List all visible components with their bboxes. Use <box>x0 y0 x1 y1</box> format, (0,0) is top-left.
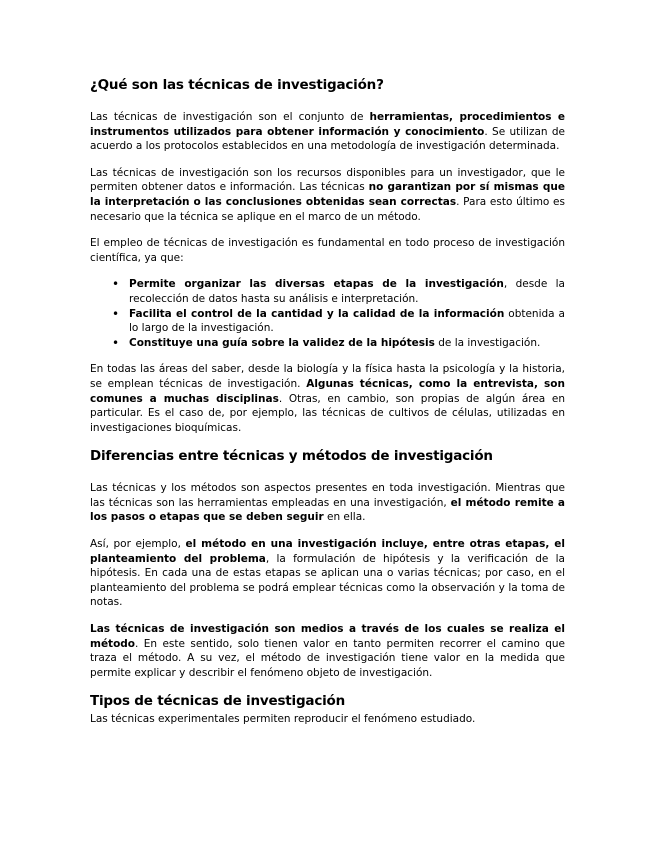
paragraph-experimentales: Las técnicas experimentales permiten reproducir el fenómeno estudiado. <box>90 713 476 726</box>
heading-tipos: Tipos de técnicas de investigación <box>90 693 346 710</box>
paragraph-ejemplo: Así, por ejemplo, el método en una investigación incluye, entre otras etapas, el planteamiento del problema, la formulación de hipótesis y la verificación de la hipótesis. En cada una de estas etapas se aplican una o varias técnicas; por caso, en el planteamiento del problema se podrá emplear técnicas como la observación y la toma de notas. <box>90 538 565 609</box>
list-item: • Constituye una guía sobre la validez de la hipótesis de la investigación. <box>129 336 565 351</box>
paragraph-tecnicas-metodos: Las técnicas y los métodos son aspectos presentes en toda investigación. Mientras que las técnicas son las herramientas empleadas en una investigación, el método remite a los pasos o etapas que se deben seguir en ella. <box>90 482 565 524</box>
paragraph-empleo: El empleo de técnicas de investigación es fundamental en todo proceso de investigación científica, ya que: <box>90 237 565 264</box>
heading-que-son: ¿Qué son las técnicas de investigación? <box>90 77 384 93</box>
list-item: • Facilita el control de la cantidad y la calidad de la información obtenida a lo largo de la investigación. <box>129 307 565 336</box>
paragraph-areas: En todas las áreas del saber, desde la biología y la física hasta la psicología y la historia, se emplean técnicas de investigación. Algunas técnicas, como la entrevista, son comunes a muchas disciplinas. Otras, en cambio, son propias de algún área en particular. Es el caso de, por ejemplo, las técnicas de cultivos de células, utilizadas en investigaciones bioquímicas. <box>90 363 566 434</box>
document-body <box>90 74 565 727</box>
paragraph-definicion: Las técnicas de investigación son el conjunto de herramientas, procedimientos e instrumentos utilizados para obtener información y conocimiento. Se utilizan de acuerdo a los protocolos establecidos en una metodología de investigación determinada. <box>90 111 565 153</box>
list-item: • Permite organizar las diversas etapas de la investigación, desde la recolección de datos hasta su análisis e interpretación. <box>129 277 565 306</box>
paragraph-medios: Las técnicas de investigación son medios a través de los cuales se realiza el método. En este sentido, solo tienen valor en tanto permiten recorrer el camino que traza el método. A su vez, el método de investigación tiene valor en la medida que permite explicar y describir el fenómeno objeto de investigación. <box>90 623 565 679</box>
paragraph-recursos: Las técnicas de investigación son los recursos disponibles para un investigador, que le permiten obtener datos e información. Las técnicas no garantizan por sí mismas que la interpretación o las conclusiones obtenidas sean correctas. Para esto último es necesario que la técnica se aplique en el marco de un método. <box>90 166 565 223</box>
heading-diferencias: Diferencias entre técnicas y métodos de investigación <box>90 448 493 465</box>
bullet-list <box>90 277 565 350</box>
